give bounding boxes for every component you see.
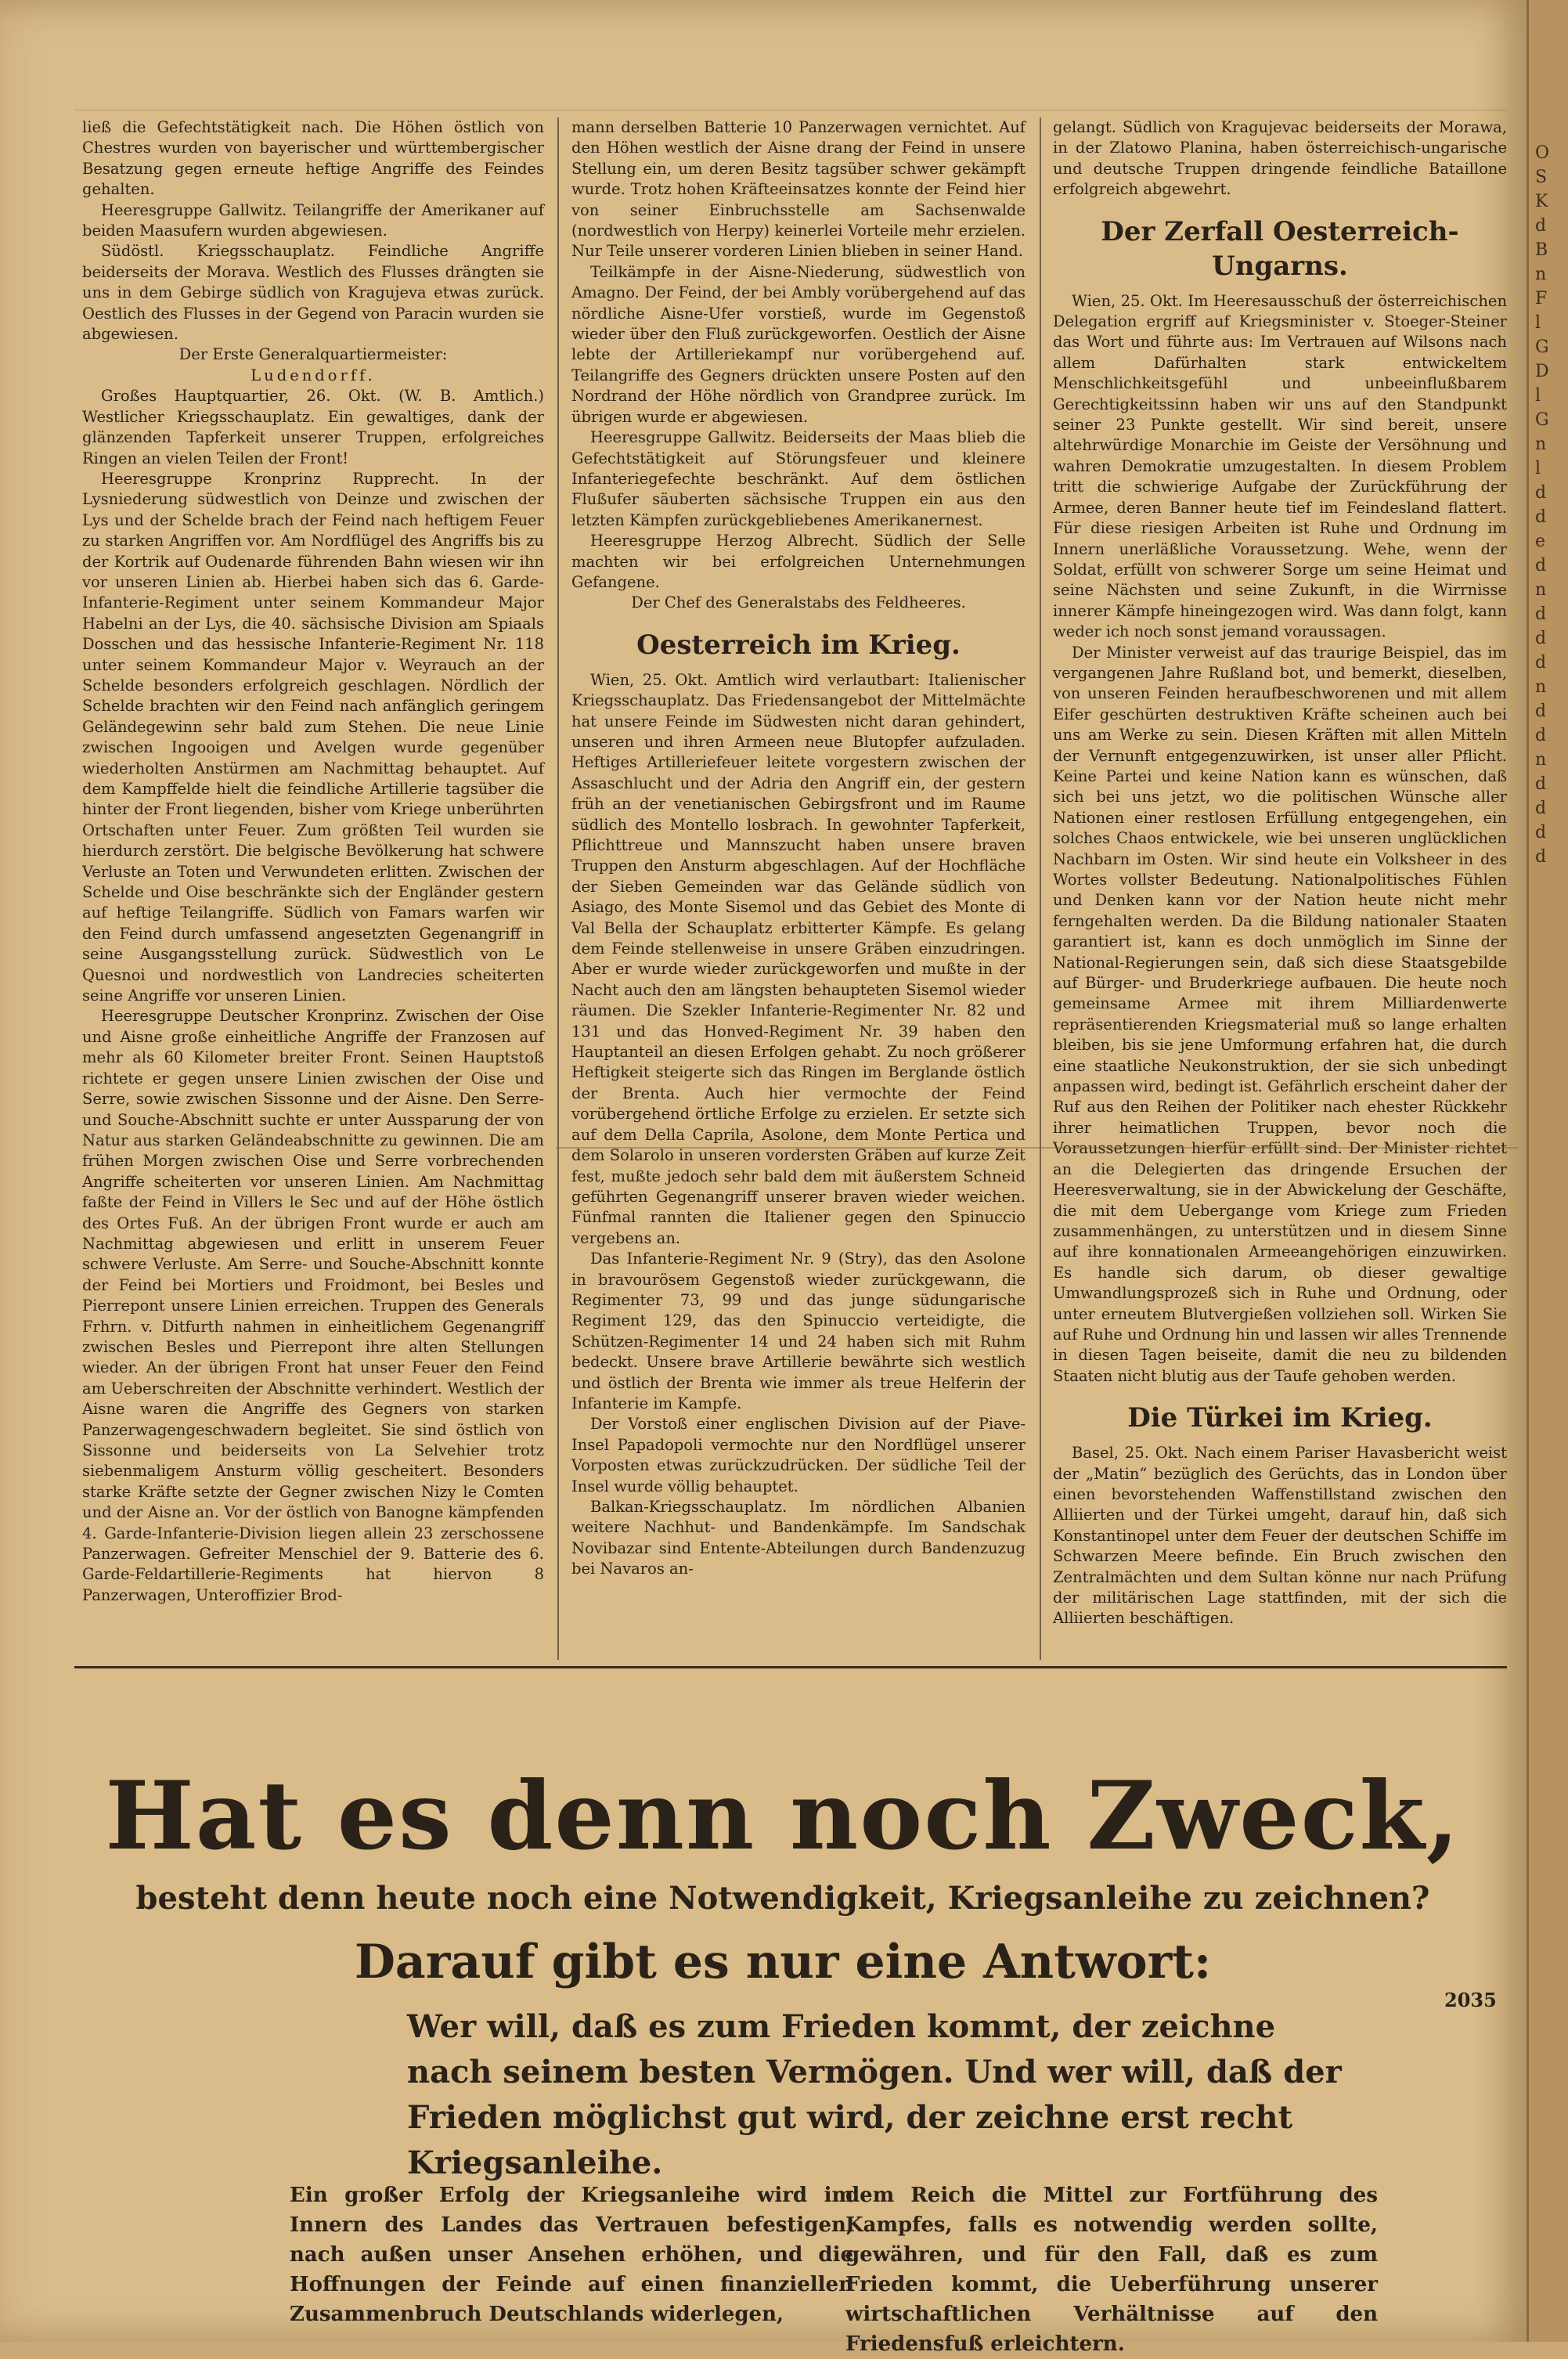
- article-paragraph: Südöstl. Kriegsschauplatz. Feindliche Angriffe beiderseits der Morava. Westlich des Flusses drängten sie uns in dem Gebirge südlich von Kragujeva etwas zurück. Oestlich des Flusses in der Gegend von Paracin wurden sie abgewiesen.: [82, 242, 544, 344]
- signature-line: Der Chef des Generalstabs des Feldheeres.: [631, 593, 966, 612]
- ad-answer: Darauf gibt es nur eine Antwort:: [354, 1935, 1212, 1989]
- article-paragraph: Basel, 25. Okt. Nach einem Pariser Havasbericht weist der „Matin“ bezüglich des Gerüchts, das in London über einen bevorstehenden Waffenstillstand zwischen den Alliierten und der Türkei umgeht, darauf hin, daß sich Konstantinopel unter dem Feuer der deutschen Schiffe im Schwarzen Meere befinde. Ein Bruch zwischen den Zentralmächten und dem Sultan könne nur nach Prüfung der militärischen Lage stattfinden, mit der sich die Alliierten beschäftigen.: [1053, 1444, 1507, 1628]
- headline-zerfall: Der Zerfall Oesterreich-Ungarns.: [1101, 215, 1459, 282]
- article-paragraph: Heeresgruppe Herzog Albrecht. Südlich der Selle machten wir bei erfolgreichen Unternehmungen Gefangene.: [571, 532, 1026, 591]
- article-paragraph: Das Infanterie-Regiment Nr. 9 (Stry), das den Asolone in bravourösem Gegenstoß wieder zurückgewann, die Regimenter 73, 99 und das junge südungarische Regiment 129, das den Spinuccio verteidigte, die Schützen-Regimenter 14 und 24 haben sich mit Ruhm bedeckt. Unsere brave Artillerie bewährte sich westlich und östlich der Brenta wie immer als treue Helferin der Infanterie im Kampfe.: [571, 1250, 1026, 1412]
- column-3: [1053, 117, 1508, 1628]
- article-paragraph: mann derselben Batterie 10 Panzerwagen vernichtet. Auf den Höhen westlich der Aisne drang der Feind in unsere Stellung ein, um deren Besitz tagsüber schwer gekämpft wurde. Trotz hohen Kräfteeinsatzes konnte der Feind hier von seiner Einbruchsstelle am Sachsenwalde (nordwestlich von Herpy) keinerlei Vorteile mehr erzielen. Nur Teile unserer vorderen Linien blieben in seiner Hand.: [571, 118, 1026, 261]
- signature-name: Ludendorff.: [251, 366, 376, 384]
- ad-headline: Hat es denn noch Zweck,: [105, 1761, 1461, 1871]
- article-paragraph: Der Minister verweist auf das traurige Beispiel, das im vergangenen Jahre Rußland bot, und bemerkt, dieselben, von unseren Feinden heraufbeschworenen und mit allem Eifer geschürten destruktiven Kräfte scheinen auch bei uns am Werke zu sein. Diesen Kräften mit allen Mitteln der Vernunft entgegenzuwirken, ist unser aller Pflicht. Keine Partei und keine Nation kann es wünschen, daß sich bei uns jetzt, wo die politischen Wünsche aller Nationen einer restlosen Erfüllung entgegengehen, ein solches Chaos entwickele, wie bei unseren unglücklichen Nachbarn im Osten. Wir sind heute ein Volksheer in des Wortes vollster Bedeutung. Nationalpolitisches Fühlen und Denken kann vor der Nation heute nicht mehr ferngehalten werden. Da die Bildung nationaler Staaten garantiert ist, kann es doch unmöglich im Sinne der National-Regierungen sein, daß sich diese Staatsgebilde auf Bürger- und Bruderkriege aufbauen. Die heute noch gemeinsame Armee mit ihrem Milliardenwerte repräsentierenden Kriegsmaterial muß so lange erhalten bleiben, bis sie jene Umformung erfahren hat, die durch eine staatliche Neukonstruktion, der sie sich unbedingt anpassen wird, bedingt ist. Gefährlich erscheint daher der Ruf aus den Reihen der Politiker nach ehester Rückkehr ihrer heimatlichen Truppen, bevor noch die Voraussetzungen hierfür erfüllt sind. Der Minister richtet an die Delegierten das dringende Ersuchen der Heeresverwaltung, sie in der Abwickelung der Geschäfte, die mit dem Uebergange vom Kriege zum Frieden zusammenhängen, zu unterstützen und in diesem Sinne auf ihre konnationalen Armeeangehörigen einzuwirken. Es handle sich darum, ob dieser gewaltige Umwandlungsprozeß sich in Ruhe und Ordnung, oder unter erneutem Blutvergießen vollziehen soll. Wirken Sie auf Ruhe und Ordnung hin und lassen wir alles Trennende in diesen Tagen beiseite, damit die neu zu bildenden Staaten nicht blutig aus der Taufe gehoben werden.: [1053, 643, 1508, 1385]
- article-paragraph: Heeresgruppe Kronprinz Rupprecht. In der Lysniederung südwestlich von Deinze und zwischen der Lys und der Schelde brach der Feind nach heftigem Feuer zu starken Angriffen vor. Am Nordflügel des Angriffs bis zu der Kortrik auf Oudenarde führenden Bahn wiesen wir ihn vor unseren Linien ab. Hierbei haben sich das 6. Garde-Infanterie-Regiment unter seinem Kommandeur Major Habelni an der Lys, die 40. sächsische Division am Spiaals Dosschen und das hessische Infanterie-Regiment Nr. 118 unter seinem Kommandeur Major v. Weyrauch an der Schelde besonders erfolgreich geschlagen. Nördlich der Schelde brachten wir den Feind nach anfänglich geringem Geländegewinn sehr bald zum Stehen. Die neue Linie zwischen Ingooigen und Avelgen wurde gegenüber wiederholten Anstürmen am Nachmittag behauptet. Auf dem Kampffelde hielt die feindliche Artillerie tagsüber die hinter der Front liegenden, bisher vom Kriege unberührten Ortschaften unter Feuer. Zum größten Teil wurden sie hierdurch zerstört. Die belgische Bevölkerung hat schwere Verluste an Toten und Verwundeten erlitten. Zwischen der Schelde und Oise beschränkte sich der Engländer gestern auf heftige Teilangriffe. Südlich von Famars warfen wir den Feind durch umfassend angesetzten Gegenangriff in seine Ausgangsstellung zurück. Südwestlich von Le Quesnoi und nordwestlich von Landrecies scheiterten seine Angriffe vor unseren Linien.: [82, 469, 544, 1005]
- ad-footer-left: Ein großer Erfolg der Kriegsanleihe wird im Innern des Landes das Vertrauen befestigen, nach außen unser Ansehen erhöhen, und die Hoffnungen der Feinde auf einen finanziellen Zusammenbruch Deutschlands widerlegen,: [290, 2184, 853, 2326]
- signature-title: Der Erste Generalquartiermeister:: [178, 345, 448, 364]
- paper-fold: [556, 1147, 1519, 1149]
- article-paragraph: Teilkämpfe in der Aisne-Niederung, südwestlich von Amagno. Der Feind, der bei Ambly vorübergehend auf das nördliche Aisne-Ufer vorstieß, wurde im Gegenstoß wieder über den Fluß zurückgeworfen. Oestlich der Aisne lebte der Artilleriekampf nur vorübergehend auf. Teilangriffe des Gegners drückten unsere Posten auf den Nordrand der Höhe nördlich von Grandpree zurück. Im übrigen wurde er abgewiesen.: [571, 262, 1026, 426]
- headline-oesterreich: Oesterreich im Krieg.: [636, 629, 961, 661]
- ad-body-text: Wer will, daß es zum Frieden kommt, der zeichne nach seinem besten Vermögen. Und wer will, daß der Frieden möglichst gut wird, der zeichne erst recht Kriegsanleihe.: [407, 2008, 1342, 2181]
- article-paragraph: Balkan-Kriegsschauplatz. Im nördlichen Albanien weitere Nachhut- und Bandenkämpfe. Im Sandschak Novibazar sind Entente-Abteilungen durch Bandenzuzug bei Navaros an-: [571, 1498, 1026, 1578]
- adjacent-page-text: O S K d B n F l G D l G n l d d e d n d d d n d d n d d d d: [1535, 143, 1550, 867]
- ad-subheadline: besteht denn heute noch eine Notwendigkeit, Kriegsanleihe zu zeichnen?: [135, 1880, 1430, 1917]
- article-paragraph: Heeresgruppe Gallwitz. Beiderseits der Maas blieb die Gefechtstätigkeit auf Störungsfeuer und kleinere Infanteriegefechte beschränkt. Auf dem östlichen Flußufer säuberten sächsische Truppen ein aus den letzten Kämpfen zurückgebliebenes Amerikanernest.: [571, 428, 1026, 529]
- headline-tuerkei: Die Türkei im Krieg.: [1127, 1402, 1433, 1434]
- article-paragraph: Der Vorstoß einer englischen Division auf der Piave-Insel Papadopoli vermochte nur den Nordflügel unserer Vorposten etwas zurückzudrücken. Der südliche Teil der Insel wurde völlig behauptet.: [571, 1415, 1026, 1495]
- column-divider: [1040, 117, 1041, 1660]
- ad-separator-rule: [74, 1666, 1507, 1668]
- column-1: [82, 117, 544, 1660]
- article-paragraph: ließ die Gefechtstätigkeit nach. Die Höhen östlich von Chestres wurden von bayerischer und württembergischer Besatzung gegen erneute heftige Angriffe des Feindes gehalten.: [82, 118, 544, 199]
- ad-number: 2035: [1444, 1989, 1497, 2011]
- article-paragraph: Wien, 25. Okt. Im Heeresausschuß der österreichischen Delegation ergriff auf Kriegsminister v. Stoeger-Steiner das Wort und führte aus: Im Vertrauen auf Wilsons nach allem Dafürhalten stark entwickeltem Menschlichkeitsgefühl und unbeeinflußbarem Gerechtigkeitssinn haben wir uns auf den Standpunkt seiner 23 Punkte gestellt. Wir sind bereit, unsere altehrwürdige Monarchie im Geiste der Versöhnung und wahren Demokratie umzugestalten. In diesem Problem tritt die schwierige Aufgabe der Zurückführung der Armee, deren Banner heute tief im Feindesland flattert. Für diese riesigen Arbeiten ist Ruhe und Ordnung im Innern unerläßliche Voraussetzung. Wehe, wenn der Soldat, erfüllt von schwerer Sorge um seine Heimat und seine Nächsten und seine Zukunft, in die Wirrnisse innerer Kämpfe hineingezogen wird. Was dann folgt, kann weder ich noch sonst jemand voraussagen.: [1053, 291, 1507, 641]
- column-divider: [557, 117, 559, 1660]
- article-paragraph: Heeresgruppe Deutscher Kronprinz. Zwischen der Oise und Aisne große einheitliche Angriffe der Franzosen auf mehr als 60 Kilometer breiter Front. Seinen Hauptstoß richtete er gegen unsere Linien zwischen der Oise und Serre, sowie zwischen Sissonne und der Aisne. Den Serre- und Souche-Abschnitt suchte er unter Aussparung der von Natur aus starken Geländeabschnitte zu gewinnen. Die am frühen Morgen zwischen Oise und Serre vorbrechenden Angriffe scheiterten vor unseren Linien. Am Nachmittag faßte der Feind in Villers le Sec und auf der Höhe östlich des Ortes Fuß. An der übrigen Front wurde er auch am Nachmittag abgewiesen und erlitt in unserem Feuer schwere Verluste. Am Serre- und Souche-Abschnitt konnte der Feind bei Mortiers und Froidmont, bei Besles und Pierrepont unsere Linien erreichen. Truppen des Generals Frhrn. v. Ditfurth nahmen in einheitlichem Gegenangriff zwischen Besles und Pierrepont ihre alten Stellungen wieder. An der übrigen Front hat unser Feuer den Feind am Ueberschreiten der Abschnitte verhindert. Westlich der Aisne waren die Angriffe des Gegners von starken Panzerwagengeschwadern begleitet. Sie sind östlich von Sissonne und beiderseits von La Selvehier trotz siebenmaligem Ansturm völlig gescheitert. Besonders starke Kräfte setzte der Gegner zwischen Nizy le Comten und der Aisne an. Vor der östlich von Banogne kämpfenden 4. Garde-Infanterie-Division liegen allein 23 zerschossene Panzerwagen. Gefreiter Menschiel der 9. Batterie des 6. Garde-Feldartillerie-Regiments hat hiervon 8 Panzerwagen, Unteroffizier Brod-: [82, 1007, 544, 1604]
- article-paragraph: Heeresgruppe Gallwitz. Teilangriffe der Amerikaner auf beiden Maasufern wurden abgewiesen.: [82, 200, 544, 240]
- article-paragraph: Großes Hauptquartier, 26. Okt. (W. B. Amtlich.) Westlicher Kriegsschauplatz. Ein gewaltiges, dank der glänzenden Tapferkeit unserer Truppen, erfolgreiches Ringen an vielen Teilen der Front!: [82, 387, 544, 467]
- article-paragraph: Wien, 25. Okt. Amtlich wird verlautbart: Italienischer Kriegsschauplatz. Das Friedensangebot der Mittelmächte hat unsere Feinde im Südwesten nicht daran gehindert, unseren und ihren Armeen neue Blutopfer aufzuladen. Heftiges Artilleriefeuer leitete vorgestern zwischen der Assaschlucht und der Adria den Angriff ein, der gestern früh an der venetianischen Gebirgsfront und im Raume südlich des Montello losbrach. In gewohnter Tapferkeit, Pflichttreue und Mannszucht haben unsere braven Truppen den Ansturm abgeschlagen. Auf der Hochfläche der Sieben Gemeinden war das Gelände südlich von Asiago, des Monte Sisemol und das Gebiet des Monte di Val Bella der Schauplatz erbitterter Kämpfe. Es gelang dem Feinde stellenweise in unsere Gräben einzudringen. Aber er wurde wieder zurückgeworfen und mußte in der Nacht auch den am längsten behaupteten Sisemol wieder räumen. Die Szekler Infanterie-Regimenter Nr. 82 und 131 und das Honved-Regiment Nr. 39 haben den Hauptanteil an diesen Erfolgen gehabt. Zu noch größerer Heftigkeit steigerte sich das Ringen im Berglande östlich der Brenta. Auch hier vermochte der Feind vorübergehend örtliche Erfolge zu erzielen. Er setzte sich auf dem Della Caprila, Asolone, dem Monte Pertica und dem Solarolo in unseren vordersten Gräben auf kurze Zeit fest, mußte jedoch sehr bald dem mit äußerstem Schneid geführten Gegenangriff unserer braven wieder weichen. Fünfmal rannten die Italiener gegen den Spinuccio vergebens an.: [571, 670, 1026, 1247]
- ad-footer-right: dem Reich die Mittel zur Fortführung des Kampfes, falls es notwendig werden sollte, gewähren, und für den Fall, daß es zum Frieden kommt, die Ueberführung unserer wirtschaftlichen Verhältnisse auf den Friedensfuß erleichtern.: [845, 2184, 1378, 2356]
- article-paragraph: gelangt. Südlich von Kragujevac beiderseits der Morawa, in der Zlatowo Planina, haben österreichisch-ungarische und deutsche Truppen dringende feindliche Bataillone erfolgreich abgewehrt.: [1053, 118, 1507, 199]
- column-2: [571, 117, 1026, 1660]
- adjacent-page-edge: [1527, 0, 1568, 2342]
